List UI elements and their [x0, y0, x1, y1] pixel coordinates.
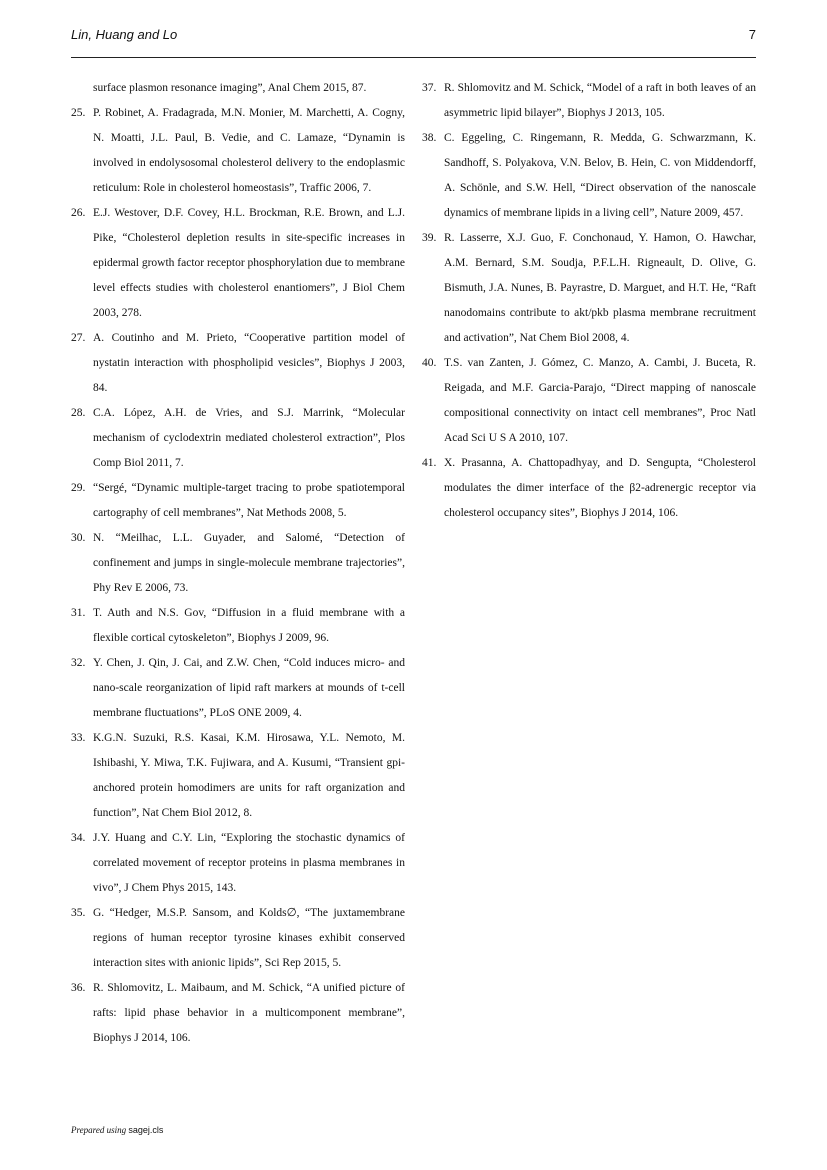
reference-number: 34. — [71, 832, 86, 844]
header-rule — [71, 57, 756, 58]
reference-item — [71, 826, 405, 901]
reference-number: 32. — [71, 657, 86, 669]
reference-item — [71, 326, 405, 401]
reference-text: T.S. van Zanten, J. Gómez, C. Manzo, A. Cambi, J. Buceta, R. Reigada, and M.F. Garcia-Parajo, “Direct mapping of nanoscale compositional connectivity on intact cell membranes”, Proc Natl Acad Sci U S A 2010, 107. — [444, 357, 756, 444]
reference-text: E.J. Westover, D.F. Covey, H.L. Brockman, R.E. Brown, and L.J. Pike, “Cholesterol depletion results in site-specific increases in epidermal growth factor receptor phosphorylation due to membrane level effects studies with cholesterol enantiomers”, J Biol Chem 2003, 278. — [93, 207, 405, 319]
reference-item — [71, 976, 405, 1051]
reference-number: 33. — [71, 732, 86, 744]
reference-item — [71, 901, 405, 976]
reference-item — [422, 451, 756, 526]
reference-text: N. “Meilhac, L.L. Guyader, and Salomé, “Detection of confinement and jumps in single-molecule membrane trajectories”, Phy Rev E 2006, 73. — [93, 532, 405, 594]
reference-item — [422, 351, 756, 451]
reference-text: R. Shlomovitz and M. Schick, “Model of a raft in both leaves of an asymmetric lipid bilayer”, Biophys J 2013, 105. — [444, 82, 756, 119]
reference-number: 40. — [422, 357, 437, 369]
reference-text: A. Coutinho and M. Prieto, “Cooperative partition model of nystatin interaction with phospholipid vesicles”, Biophys J 2003, 84. — [93, 332, 405, 394]
reference-text: T. Auth and N.S. Gov, “Diffusion in a fluid membrane with a flexible cortical cytoskeleton”, Biophys J 2009, 96. — [93, 607, 405, 644]
reference-text: J.Y. Huang and C.Y. Lin, “Exploring the stochastic dynamics of correlated movement of receptor proteins in plasma membranes in vivo”, J Chem Phys 2015, 143. — [93, 832, 405, 894]
reference-item — [71, 651, 405, 726]
reference-item — [71, 726, 405, 826]
reference-item — [71, 101, 405, 201]
reference-text: R. Shlomovitz, L. Maibaum, and M. Schick, “A unified picture of rafts: lipid phase behavior in a multicomponent membrane”, Biophys J 2014, 106. — [93, 982, 405, 1044]
reference-number: 25. — [71, 107, 86, 119]
left-column — [71, 76, 405, 1051]
header-authors: Lin, Huang and Lo — [71, 27, 178, 42]
reference-text: Y. Chen, J. Qin, J. Cai, and Z.W. Chen, “Cold induces micro- and nano-scale reorganization of lipid raft markers at mounds of t-cell membrane fluctuations”, PLoS ONE 2009, 4. — [93, 657, 405, 719]
reference-continuation: surface plasmon resonance imaging”, Anal Chem 2015, 87. — [93, 82, 367, 94]
reference-number: 36. — [71, 982, 86, 994]
reference-text: “Sergé, “Dynamic multiple-target tracing to probe spatiotemporal cartography of cell membranes”, Nat Methods 2008, 5. — [93, 482, 405, 519]
reference-text: G. “Hedger, M.S.P. Sansom, and Kolds∅, “The juxtamembrane regions of human receptor tyrosine kinases exhibit conserved interaction sites with anionic lipids”, Sci Rep 2015, 5. — [93, 907, 405, 969]
reference-number: 37. — [422, 82, 437, 94]
reference-number: 30. — [71, 532, 86, 544]
reference-number: 28. — [71, 407, 86, 419]
running-header — [71, 27, 756, 47]
reference-number: 35. — [71, 907, 86, 919]
left-reference-list — [71, 101, 405, 1051]
reference-item — [422, 226, 756, 351]
right-column — [422, 76, 756, 526]
reference-number: 39. — [422, 232, 437, 244]
reference-text: K.G.N. Suzuki, R.S. Kasai, K.M. Hirosawa, Y.L. Nemoto, M. Ishibashi, Y. Miwa, T.K. Fujiwara, and A. Kusumi, “Transient gpi-anchored protein homodimers are units for raft organization and function”, Nat Chem Biol 2012, 8. — [93, 732, 405, 819]
reference-item — [422, 126, 756, 226]
reference-text: C. Eggeling, C. Ringemann, R. Medda, G. Schwarzmann, K. Sandhoff, S. Polyakova, V.N. Belov, B. Hein, C. von Middendorff, A. Schönle, and S.W. Hell, “Direct observation of the nanoscale dynamics of membrane lipids in a living cell”, Nature 2009, 457. — [444, 132, 756, 219]
reference-item — [71, 401, 405, 476]
reference-text: R. Lasserre, X.J. Guo, F. Conchonaud, Y. Hamon, O. Hawchar, A.M. Bernard, S.M. Soudja, P.F.L.H. Rigneault, D. Olive, G. Bismuth, J.A. Nunes, B. Payrastre, D. Marguet, and H.T. He, “Raft nanodomains contribute to akt/pkb plasma membrane recruitment and activation”, Nat Chem Biol 2008, 4. — [444, 232, 756, 344]
reference-number: 27. — [71, 332, 86, 344]
reference-item — [422, 76, 756, 126]
reference-text: X. Prasanna, A. Chattopadhyay, and D. Sengupta, “Cholesterol modulates the dimer interface of the β2-adrenergic receptor via cholesterol occupancy sites”, Biophys J 2014, 106. — [444, 457, 756, 519]
reference-item — [71, 201, 405, 326]
reference-number: 38. — [422, 132, 437, 144]
reference-number: 26. — [71, 207, 86, 219]
reference-item — [71, 601, 405, 651]
reference-text: P. Robinet, A. Fradagrada, M.N. Monier, M. Marchetti, A. Cogny, N. Moatti, J.L. Paul, B. Vedie, and C. Lamaze, “Dynamin is involved in endolysosomal cholesterol delivery to the endoplasmic reticulum: Role in cholesterol homeostasis”, Traffic 2006, 7. — [93, 107, 405, 194]
reference-number: 41. — [422, 457, 437, 469]
page-number: 7 — [748, 27, 756, 42]
reference-number: 29. — [71, 482, 86, 494]
footer-class-file: sagej.cls — [128, 1125, 164, 1135]
footer — [71, 1125, 163, 1135]
reference-number: 31. — [71, 607, 86, 619]
reference-text: C.A. López, A.H. de Vries, and S.J. Marrink, “Molecular mechanism of cyclodextrin mediated cholesterol extraction”, Plos Comp Biol 2011, 7. — [93, 407, 405, 469]
reference-item — [71, 476, 405, 526]
footer-prefix: Prepared using — [71, 1125, 127, 1135]
reference-item — [71, 526, 405, 601]
right-reference-list — [422, 76, 756, 526]
